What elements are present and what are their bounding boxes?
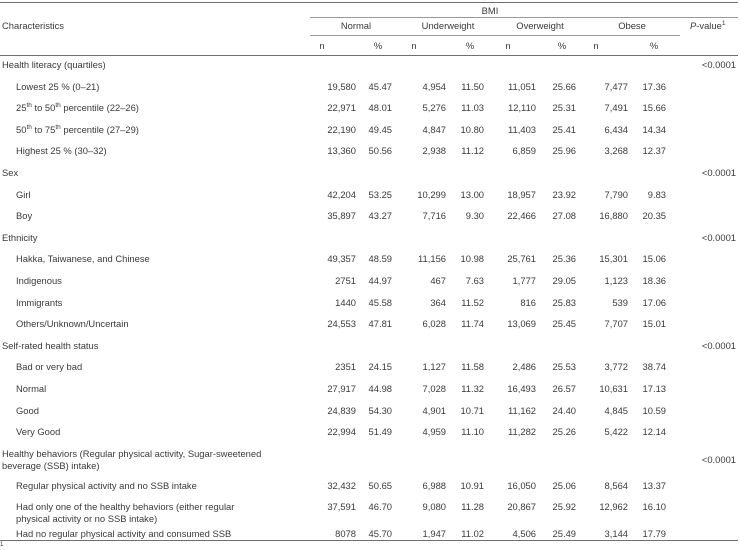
table-cell: 16,493 <box>507 383 536 394</box>
table-cell: 53.25 <box>368 188 392 200</box>
table-cell: 17.06 <box>642 296 666 308</box>
table-cell: 16,880 <box>599 210 628 222</box>
row-label: Very Good <box>16 426 61 438</box>
row-label: 50th to 75th percentile (27–29) <box>16 123 139 135</box>
table-cell: 18,957 <box>507 188 536 200</box>
table-cell: 54.30 <box>368 404 392 416</box>
table-cell: 49.45 <box>368 123 392 135</box>
table-cell: 48.59 <box>368 253 392 265</box>
table-cell: 13.37 <box>642 479 666 491</box>
col-pct-header: % <box>465 40 475 51</box>
table-cell: 22,190 <box>327 123 356 135</box>
table-cell: 24,839 <box>327 404 356 416</box>
table-cell: 12.37 <box>642 145 666 157</box>
table-cell: 44.98 <box>368 383 392 394</box>
table-cell: 43.27 <box>368 210 392 222</box>
table-cell: 3,268 <box>604 145 628 157</box>
row-label: Lowest 25 % (0–21) <box>16 80 100 92</box>
group-underweight-header: Underweight <box>421 20 475 31</box>
table-cell: 5,422 <box>604 426 628 438</box>
table-cell: 25.49 <box>552 528 576 540</box>
table-cell: 10.71 <box>460 404 484 416</box>
table-cell: 6,028 <box>422 318 446 330</box>
table-cell: 16,050 <box>507 479 536 491</box>
table-cell: 50.65 <box>368 479 392 491</box>
table-cell: 10.91 <box>460 479 484 491</box>
table-cell: 50.56 <box>368 145 392 157</box>
table-cell: 2,486 <box>512 361 536 373</box>
table-cell: 1,127 <box>422 361 446 373</box>
table-cell: 25.36 <box>552 253 576 265</box>
table-cell: 10,631 <box>599 383 628 394</box>
table-cell: 11.28 <box>461 501 484 513</box>
table-cell: 9.30 <box>465 210 484 222</box>
row-label: Indigenous <box>16 275 62 286</box>
table-cell: 7,477 <box>604 80 628 92</box>
table-cell: 9.83 <box>647 188 666 200</box>
group-normal-header: Normal <box>340 20 372 31</box>
section-label: Self-rated health status <box>2 339 99 351</box>
table-cell: 15.66 <box>642 102 666 114</box>
table-cell: 12.14 <box>642 426 666 438</box>
table-cell: 17.13 <box>642 383 666 394</box>
table-cell: 5,276 <box>422 102 446 114</box>
table-cell: 37,591 <box>327 501 356 513</box>
section-pvalue: <0.0001 <box>701 59 736 70</box>
table-cell: 11.50 <box>461 80 484 92</box>
table-cell: 22,971 <box>327 102 356 114</box>
bmi-rule <box>310 17 738 18</box>
table-cell: 11.58 <box>461 361 484 373</box>
table-cell: 51.49 <box>368 426 392 438</box>
table-cell: 25.92 <box>552 501 576 513</box>
table-cell: 13,069 <box>507 318 536 330</box>
table-cell: 20.35 <box>642 210 666 222</box>
table-cell: 11.03 <box>461 102 484 114</box>
table-cell: 25.83 <box>552 296 576 308</box>
table-cell: 29.05 <box>552 275 576 286</box>
table-cell: 25.31 <box>552 102 576 114</box>
col-n-header: n <box>411 40 417 51</box>
table-cell: 6,434 <box>604 123 628 135</box>
col-pct-header: % <box>373 40 383 51</box>
table-cell: 15.06 <box>642 253 666 265</box>
table-cell: 27.08 <box>552 210 576 222</box>
bottom-rule <box>0 540 738 541</box>
table-cell: 8078 <box>335 528 356 540</box>
section-pvalue: <0.0001 <box>701 339 736 351</box>
table-cell: 38.74 <box>642 361 666 373</box>
table-cell: 16.10 <box>642 501 666 513</box>
table-cell: 4,506 <box>512 528 536 540</box>
table-cell: 11.10 <box>461 426 484 438</box>
table-cell: 4,954 <box>422 80 446 92</box>
row-label: Hakka, Taiwanese, and Chinese <box>16 253 150 265</box>
table-cell: 1440 <box>335 296 356 308</box>
section-label: Healthy behaviors (Regular physical activity, Sugar-sweetened <box>2 447 262 459</box>
row-label: Girl <box>16 188 31 200</box>
row-label: Others/Unknown/Uncertain <box>16 318 129 330</box>
section-label: Health literacy (quartiles) <box>2 59 106 70</box>
table-cell: 18.36 <box>642 275 666 286</box>
table-cell: 11.02 <box>461 528 484 540</box>
table-cell: 19,580 <box>327 80 356 92</box>
table-cell: 17.36 <box>642 80 666 92</box>
table-cell: 35,897 <box>327 210 356 222</box>
bmi-header: BMI <box>481 5 499 16</box>
table-cell: 4,959 <box>422 426 446 438</box>
footnote-mark: 1 <box>0 542 4 548</box>
row-label: Had no regular physical activity and consumed SSB <box>16 528 232 540</box>
section-label-cont: beverage (SSB) intake) <box>2 459 100 471</box>
table-cell: 20,867 <box>507 501 536 513</box>
col-pct-header: % <box>649 40 659 51</box>
table-cell: 11,156 <box>418 253 446 265</box>
table-cell: 467 <box>430 275 446 286</box>
col-n-header: n <box>319 40 325 51</box>
table-cell: 1,123 <box>604 275 628 286</box>
table-cell: 9,080 <box>422 501 446 513</box>
table-cell: 539 <box>612 296 628 308</box>
table-cell: 10.80 <box>460 123 484 135</box>
table-cell: 25.41 <box>552 123 576 135</box>
table-cell: 49,357 <box>327 253 356 265</box>
table-cell: 45.70 <box>368 528 392 540</box>
table-cell: 45.58 <box>368 296 392 308</box>
row-label: Regular physical activity and no SSB intake <box>16 479 197 491</box>
table-cell: 48.01 <box>368 102 392 114</box>
table-cell: 42,204 <box>327 188 356 200</box>
pvalue-header: P-value$^1$ <box>690 20 726 31</box>
table-cell: 2751 <box>335 275 356 286</box>
table-cell: 11.52 <box>461 296 484 308</box>
table-cell: 11,051 <box>508 80 536 92</box>
table-cell: 1,777 <box>512 275 536 286</box>
section-pvalue: <0.0001 <box>701 453 736 465</box>
table-cell: 816 <box>520 296 536 308</box>
table-cell: 11.12 <box>461 145 484 157</box>
table-cell: 24.40 <box>552 404 576 416</box>
row-label: Good <box>16 404 39 416</box>
col-n-header: n <box>505 40 511 51</box>
table-cell: 24,553 <box>327 318 356 330</box>
table-cell: 13.00 <box>460 188 484 200</box>
section-label: Ethnicity <box>2 231 38 243</box>
header-bottom-rule <box>0 55 738 56</box>
table-cell: 7,707 <box>604 318 628 330</box>
table-cell: 23.92 <box>552 188 576 200</box>
table-cell: 11.74 <box>461 318 484 330</box>
row-label: Highest 25 % (30–32) <box>16 145 107 157</box>
table-cell: 25,761 <box>507 253 536 265</box>
table-cell: 15.01 <box>642 318 666 330</box>
table-cell: 25.45 <box>552 318 576 330</box>
group-obese-header: Obese <box>618 20 646 31</box>
group-rule <box>310 35 680 36</box>
table-cell: 14.34 <box>642 123 666 135</box>
table-cell: 4,901 <box>422 404 446 416</box>
table-cell: 25.66 <box>552 80 576 92</box>
row-label: 25th to 50th percentile (22–26) <box>16 102 139 114</box>
row-label: Immigrants <box>16 296 63 308</box>
table-cell: 10.59 <box>642 404 666 416</box>
table-cell: 11.32 <box>461 383 484 394</box>
group-overweight-header: Overweight <box>516 20 564 31</box>
table-cell: 25.53 <box>552 361 576 373</box>
table-cell: 24.15 <box>368 361 392 373</box>
table-cell: 4,845 <box>604 404 628 416</box>
table-cell: 45.47 <box>368 80 392 92</box>
table-cell: 17.79 <box>642 528 666 540</box>
table-cell: 27,917 <box>327 383 356 394</box>
col-n-header: n <box>593 40 599 51</box>
table-cell: 7,491 <box>604 102 628 114</box>
section-label: Sex <box>2 167 19 178</box>
table-cell: 11,282 <box>508 426 536 438</box>
table-cell: 44.97 <box>368 275 392 286</box>
table-cell: 3,772 <box>604 361 628 373</box>
table-cell: 2,938 <box>422 145 446 157</box>
table-cell: 22,994 <box>327 426 356 438</box>
table-cell: 13,360 <box>327 145 356 157</box>
table-cell: 25.06 <box>552 479 576 491</box>
table-cell: 11,162 <box>508 404 536 416</box>
table-cell: 32,432 <box>327 479 356 491</box>
table-cell: 11,403 <box>508 123 536 135</box>
table-cell: 10.98 <box>460 253 484 265</box>
table-cell: 12,962 <box>599 501 628 513</box>
table-cell: 1,947 <box>422 528 446 540</box>
table-cell: 7,716 <box>422 210 446 222</box>
row-label: Had only one of the healthy behaviors (either regular <box>16 501 235 513</box>
table-cell: 2351 <box>335 361 356 373</box>
table-cell: 47.81 <box>368 318 392 330</box>
characteristics-header: Characteristics <box>2 20 64 31</box>
table-cell: 25.96 <box>552 145 576 157</box>
table-cell: 46.70 <box>368 501 392 513</box>
row-label: Normal <box>16 383 47 394</box>
table-cell: 22,466 <box>507 210 536 222</box>
table-cell: 7.63 <box>465 275 484 286</box>
table-cell: 26.57 <box>552 383 576 394</box>
table-cell: 25.26 <box>552 426 576 438</box>
table-cell: 7,028 <box>422 383 446 394</box>
table-cell: 12,110 <box>508 102 536 114</box>
table-cell: 7,790 <box>604 188 628 200</box>
table-cell: 6,859 <box>512 145 536 157</box>
table-cell: 8,564 <box>604 479 628 491</box>
row-label-cont: physical activity or no SSB intake) <box>16 513 158 525</box>
section-pvalue: <0.0001 <box>701 167 736 178</box>
table-cell: 6,988 <box>422 479 446 491</box>
table-cell: 15,301 <box>599 253 628 265</box>
row-label: Boy <box>16 210 33 222</box>
table-cell: 10,299 <box>417 188 446 200</box>
table-cell: 4,847 <box>422 123 446 135</box>
table-cell: 3,144 <box>604 528 628 540</box>
table-cell: 364 <box>430 296 446 308</box>
row-label: Bad or very bad <box>16 361 83 373</box>
col-pct-header: % <box>557 40 567 51</box>
top-rule <box>0 2 738 3</box>
section-pvalue: <0.0001 <box>701 231 736 243</box>
